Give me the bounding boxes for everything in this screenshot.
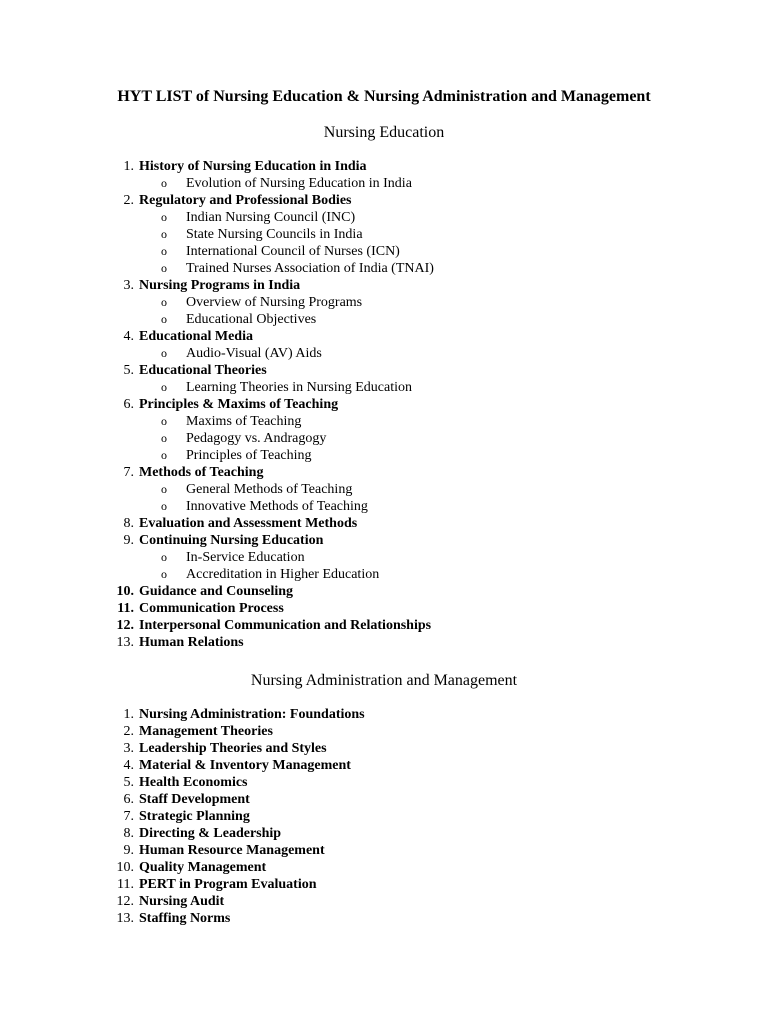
sub-item-label: Accreditation in Higher Education: [186, 567, 380, 582]
item-number: 5.: [123, 363, 134, 378]
item-label: Educational Media: [139, 329, 253, 344]
sub-item-label: Principles of Teaching: [186, 448, 312, 463]
item-number: 7.: [123, 809, 134, 824]
item-number: 2.: [123, 724, 134, 739]
bullet-icon: o: [161, 567, 167, 581]
sub-item-label: Pedagogy vs. Andragogy: [186, 431, 327, 446]
item-label: Nursing Programs in India: [139, 278, 301, 293]
bullet-icon: o: [161, 210, 167, 224]
item-number: 1.: [123, 159, 134, 174]
item-label: Health Economics: [139, 775, 248, 790]
item-label: Management Theories: [139, 724, 273, 739]
item-label: Nursing Audit: [139, 894, 225, 909]
item-number: 3.: [123, 278, 134, 293]
bullet-icon: o: [161, 261, 167, 275]
item-label: Interpersonal Communication and Relationships: [139, 618, 432, 633]
bullet-icon: o: [161, 482, 167, 496]
item-number: 7.: [123, 465, 134, 480]
item-label: Methods of Teaching: [139, 465, 264, 480]
item-label: Directing & Leadership: [139, 826, 282, 841]
sub-item-label: Trained Nurses Association of India (TNAI): [186, 261, 434, 276]
item-number: 5.: [123, 775, 134, 790]
document-title: HYT LIST of Nursing Education & Nursing Administration and Management: [117, 88, 651, 105]
sub-item-label: Educational Objectives: [186, 312, 317, 327]
item-label: Human Resource Management: [139, 843, 325, 858]
item-number: 10.: [116, 584, 134, 599]
item-number: 6.: [123, 792, 134, 807]
item-label: Staffing Norms: [139, 911, 231, 926]
item-number: 8.: [123, 516, 134, 531]
sub-item-label: International Council of Nurses (ICN): [186, 244, 400, 259]
item-label: PERT in Program Evaluation: [139, 877, 317, 892]
item-number: 10.: [116, 860, 134, 875]
bullet-icon: o: [161, 414, 167, 428]
sub-item-label: Maxims of Teaching: [186, 414, 302, 429]
sub-item-label: State Nursing Councils in India: [186, 227, 363, 242]
bullet-icon: o: [161, 380, 167, 394]
item-number: 2.: [123, 193, 134, 208]
sub-item-label: General Methods of Teaching: [186, 482, 353, 497]
item-label: Principles & Maxims of Teaching: [139, 397, 339, 412]
item-number: 9.: [123, 533, 134, 548]
sub-item-label: Learning Theories in Nursing Education: [186, 380, 413, 395]
sub-item-label: Audio-Visual (AV) Aids: [186, 346, 322, 361]
item-label: Continuing Nursing Education: [139, 533, 324, 548]
sub-item-label: Evolution of Nursing Education in India: [186, 176, 412, 191]
item-label: Human Relations: [139, 635, 244, 650]
item-number: 11.: [117, 601, 134, 616]
item-number: 1.: [123, 707, 134, 722]
bullet-icon: o: [161, 244, 167, 258]
section-heading-nursing-education: Nursing Education: [323, 124, 445, 141]
item-number: 4.: [123, 329, 134, 344]
item-label: Material & Inventory Management: [139, 758, 351, 773]
item-label: Strategic Planning: [139, 809, 250, 824]
item-label: History of Nursing Education in India: [139, 159, 367, 174]
bullet-icon: o: [161, 431, 167, 445]
item-label: Guidance and Counseling: [139, 584, 294, 599]
item-number: 4.: [123, 758, 134, 773]
item-label: Regulatory and Professional Bodies: [139, 193, 352, 208]
item-label: Evaluation and Assessment Methods: [139, 516, 358, 531]
item-number: 3.: [123, 741, 134, 756]
item-number: 12.: [116, 894, 134, 909]
bullet-icon: o: [161, 448, 167, 462]
item-number: 12.: [116, 618, 134, 633]
sub-item-label: Indian Nursing Council (INC): [186, 210, 356, 225]
sub-item-label: Overview of Nursing Programs: [186, 295, 363, 310]
bullet-icon: o: [161, 295, 167, 309]
sub-item-label: Innovative Methods of Teaching: [186, 499, 368, 514]
item-number: 11.: [117, 877, 134, 892]
bullet-icon: o: [161, 176, 167, 190]
bullet-icon: o: [161, 499, 167, 513]
item-number: 8.: [123, 826, 134, 841]
item-label: Leadership Theories and Styles: [139, 741, 327, 756]
item-label: Communication Process: [139, 601, 284, 616]
item-label: Staff Development: [139, 792, 250, 807]
sub-item-label: In-Service Education: [186, 550, 305, 565]
item-number: 13.: [116, 911, 134, 926]
item-label: Educational Theories: [139, 363, 267, 378]
item-label: Quality Management: [139, 860, 267, 875]
item-number: 13.: [116, 635, 134, 650]
bullet-icon: o: [161, 550, 167, 564]
bullet-icon: o: [161, 346, 167, 360]
item-number: 6.: [123, 397, 134, 412]
bullet-icon: o: [161, 312, 167, 326]
item-number: 9.: [123, 843, 134, 858]
bullet-icon: o: [161, 227, 167, 241]
item-label: Nursing Administration: Foundations: [139, 707, 365, 722]
section-heading-nursing-administration: Nursing Administration and Management: [250, 672, 518, 689]
